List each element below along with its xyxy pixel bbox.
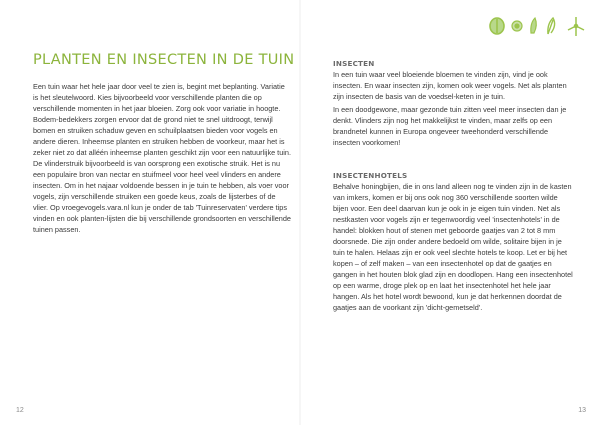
seed-icon xyxy=(531,18,536,33)
leaf-icon xyxy=(490,18,504,34)
section-paragraph: In een tuin waar veel bloeiende bloemen te vinden zijn, vind je ook insecten. En waar insecten zijn, komen ook weer vogels. Net als planten zijn insecten de basis van de voedsel-keten in je tuin. xyxy=(333,70,567,101)
section-insectenhotels xyxy=(333,171,573,315)
section-paragraph: Behalve honingbijen, die in ons land alleen nog te vinden zijn in de kasten van imkers, komen er bij ons ook nog 360 verschillende soorten wilde bijen voor. Een deel daarvan kun je ook in je eigen tuin vinden. Net als nestkasten voor vogels zijn er tegenwoordig veel 'insectenhotels' in de handel: blokken hout of stenen met geboorde gaatjes van 2 tot 8 mm doorsnede. Die zijn onder andere bedoeld om wilde, solitaire bijen in je tuin te halen. Helaas zijn er ook veel slechte hotels te koop. Let er bij het kopen – of zelf maken – van een insectenhotel op dat de gaatjes en gangen in het houten blok glad zijn en doodlopen. Hang een insectenhotel op een warme, droge plek op en laat het insectenhotel het hele jaar hangen. Als het hotel wordt bewoond, kun je dat herkennen doordat de gaatjes aan de voorkant zijn 'dicht-gemetseld'. xyxy=(333,182,573,312)
page-number-left: 12 xyxy=(16,407,24,414)
left-body-text: Een tuin waar het hele jaar door veel te zien is, begint met beplanting. Variatie is het sleutelwoord. Kies bijvoorbeeld voor verschillende planten die op verschillende momenten in het jaar bloeien. Zorg ook voor variatie in hoogte. Bodem-bedekkers zorgen ervoor dat de grond niet te snel uitdroogt, terwijl bomen en struiken schaduw geven en schuilplaatsen bieden voor vogels en andere dieren. Inheemse planten en struiken hebben de voorkeur, maar het is zeker niet zo dat alléén inheemse planten geschikt zijn voor een natuurlijke tuin. De vlinderstruik bijvoorbeeld is van oorsprong een exotische struik. Het is nu een populaire bron van nectar en stuifmeel voor heel veel vlinders en andere insecten. Om in het najaar voldoende bessen in je tuin te hebben, als voer voor vogels, zijn verschillende struiken een goede keus, zoals de lijsterbes of de vlier. Op vroegevogels.vara.nl kun je onder de tab 'Tuinreservaten' verdere tips vinden en ook planten-lijsten die bij verschillende grondsoorten en verschillende tuinen passen. xyxy=(33,82,291,234)
section-heading-insecten: INSECTEN xyxy=(333,59,375,68)
section-heading-insectenhotels: INSECTENHOTELS xyxy=(333,171,408,180)
feather-icon xyxy=(548,18,555,34)
section-paragraph: In een doodgewone, maar gezonde tuin zitten veel meer insecten dan je denkt. Vlinders zijn nog het makkelijkst te vinden, maar zelfs op een brandnetel kunnen in Europa ongeveer tweehonderd verschillende insecten voorkomen! xyxy=(333,105,567,147)
nature-icon-strip xyxy=(486,14,590,38)
right-page xyxy=(300,0,600,425)
wind-turbine-icon xyxy=(568,17,584,36)
section-insecten xyxy=(333,59,573,150)
flower-icon xyxy=(512,21,522,31)
page-title: PLANTEN EN INSECTEN IN DE TUIN xyxy=(33,52,295,68)
page-number-right: 13 xyxy=(578,407,586,414)
